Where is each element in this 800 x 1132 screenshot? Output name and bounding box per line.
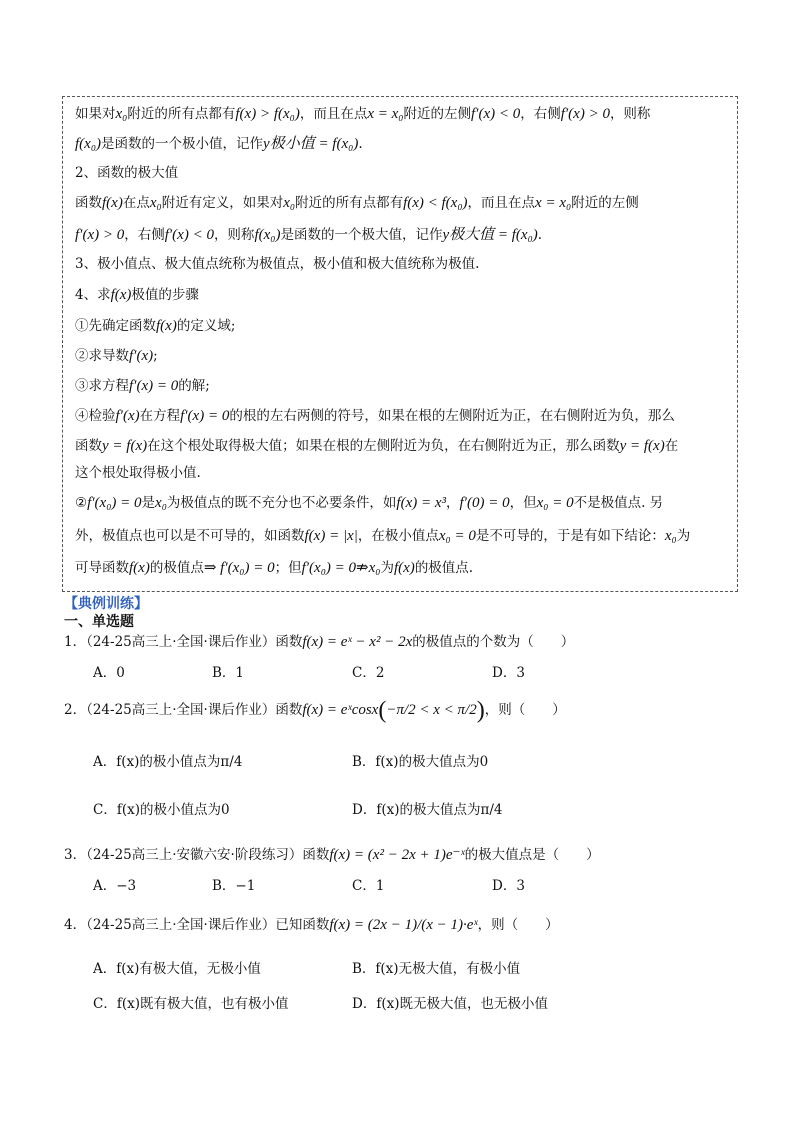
- subsection-title: 一、单选题: [64, 614, 134, 630]
- q1-option-c[interactable]: C．2: [352, 665, 385, 681]
- question-2: 2．（24-25高三上·全国·课后作业）函数f(x) = eˣcosx(−π/2 < x < π/2)，则（ ）: [64, 697, 566, 724]
- q3-option-c[interactable]: C．1: [352, 878, 385, 894]
- question-3: 3．（24-25高三上·安徽六安·阶段练习）函数f(x) = (x² − 2x + 1)e⁻ˣ的极大值点是（ ）: [64, 847, 600, 863]
- q4-option-c[interactable]: C．f(x)既有极大值，也有极小值: [93, 996, 289, 1012]
- step-3: ③求方程f′(x) = 0的解;: [75, 378, 210, 394]
- q2-option-d[interactable]: D．f(x)的极大值点为π/4: [352, 802, 503, 818]
- step-4-line-3: 这个根处取得极小值.: [75, 465, 201, 481]
- q4-option-b[interactable]: B．f(x)无极大值，有极小值: [352, 961, 521, 977]
- q1-option-b[interactable]: B．1: [212, 665, 245, 681]
- min-def-line-1: 如果对x₀附近的所有点都有f(x) > f(x₀)，而且在点x = x₀附近的左侧f′(x) < 0，右侧f′(x) > 0，则称: [75, 106, 651, 122]
- question-1: 1．（24-25高三上·全国·课后作业）函数f(x) = eˣ − x² − 2x的极值点的个数为（ ）: [64, 634, 575, 650]
- q2-option-b[interactable]: B．f(x)的极大值点为0: [352, 754, 489, 770]
- q3-option-a[interactable]: A．−3: [93, 878, 137, 894]
- extreme-note: 3、极小值点、极大值点统称为极值点，极小值和极大值统称为极值.: [75, 256, 480, 272]
- q1-option-d[interactable]: D．3: [492, 665, 525, 681]
- max-def-line-1: 函数f(x)在点x₀附近有定义，如果对x₀附近的所有点都有f(x) < f(x₀)，而且在点x = x₀附近的左侧: [75, 195, 639, 211]
- steps-title: 4、求f(x)极值的步骤: [75, 287, 199, 303]
- q3-option-b[interactable]: B．−1: [212, 878, 256, 894]
- q4-option-d[interactable]: D．f(x)既无极大值，也无极小值: [352, 996, 548, 1012]
- q3-option-d[interactable]: D．3: [492, 878, 525, 894]
- max-title: 2、函数的极大值: [75, 165, 179, 181]
- question-4: 4．（24-25高三上·全国·课后作业）已知函数f(x) = (2x − 1)/(x − 1)·eˣ，则（ ）: [64, 917, 559, 933]
- q1-option-a[interactable]: A．0: [93, 665, 125, 681]
- note-line-2: 外，极值点也可以是不可导的，如函数f(x) = |x|，在极小值点x₀ = 0是不可导的，于是有如下结论：x₀为: [75, 528, 691, 544]
- step-4-line-1: ④检验f′(x)在方程f′(x) = 0的根的左右两侧的符号，如果在根的左侧附近为正，在右侧附近为负，那么: [75, 408, 675, 424]
- q2-option-a[interactable]: A．f(x)的极小值点为π/4: [93, 754, 243, 770]
- q4-option-a[interactable]: A．f(x)有极大值，无极小值: [93, 961, 261, 977]
- q2-option-c[interactable]: C．f(x)的极小值点为0: [93, 802, 230, 818]
- max-def-line-2: f′(x) > 0，右侧f′(x) < 0，则称f(x₀)是函数的一个极大值，记作y极大值 = f(x₀).: [75, 227, 543, 243]
- step-4-line-2: 函数y = f(x)在这个根处取得极大值；如果在根的左侧附近为负，在右侧附近为正，那么函数y = f(x)在: [75, 438, 679, 454]
- note-line-3: 可导函数f(x)的极值点⇒ f′(x₀) = 0；但f′(x₀) = 0⇏x₀为f(x)的极值点.: [75, 560, 474, 576]
- step-2: ②求导数f′(x);: [75, 348, 158, 364]
- step-1: ①先确定函数f(x)的定义域;: [75, 318, 236, 334]
- min-def-line-2: f(x₀)是函数的一个极小值，记作y极小值 = f(x₀).: [75, 136, 363, 152]
- note-line-1: ②f′(x₀) = 0是x₀为极值点的既不充分也不必要条件，如f(x) = x³，f′(0) = 0，但x₀ = 0不是极值点. 另: [75, 495, 664, 511]
- section-title: 【典例训练】: [64, 596, 148, 612]
